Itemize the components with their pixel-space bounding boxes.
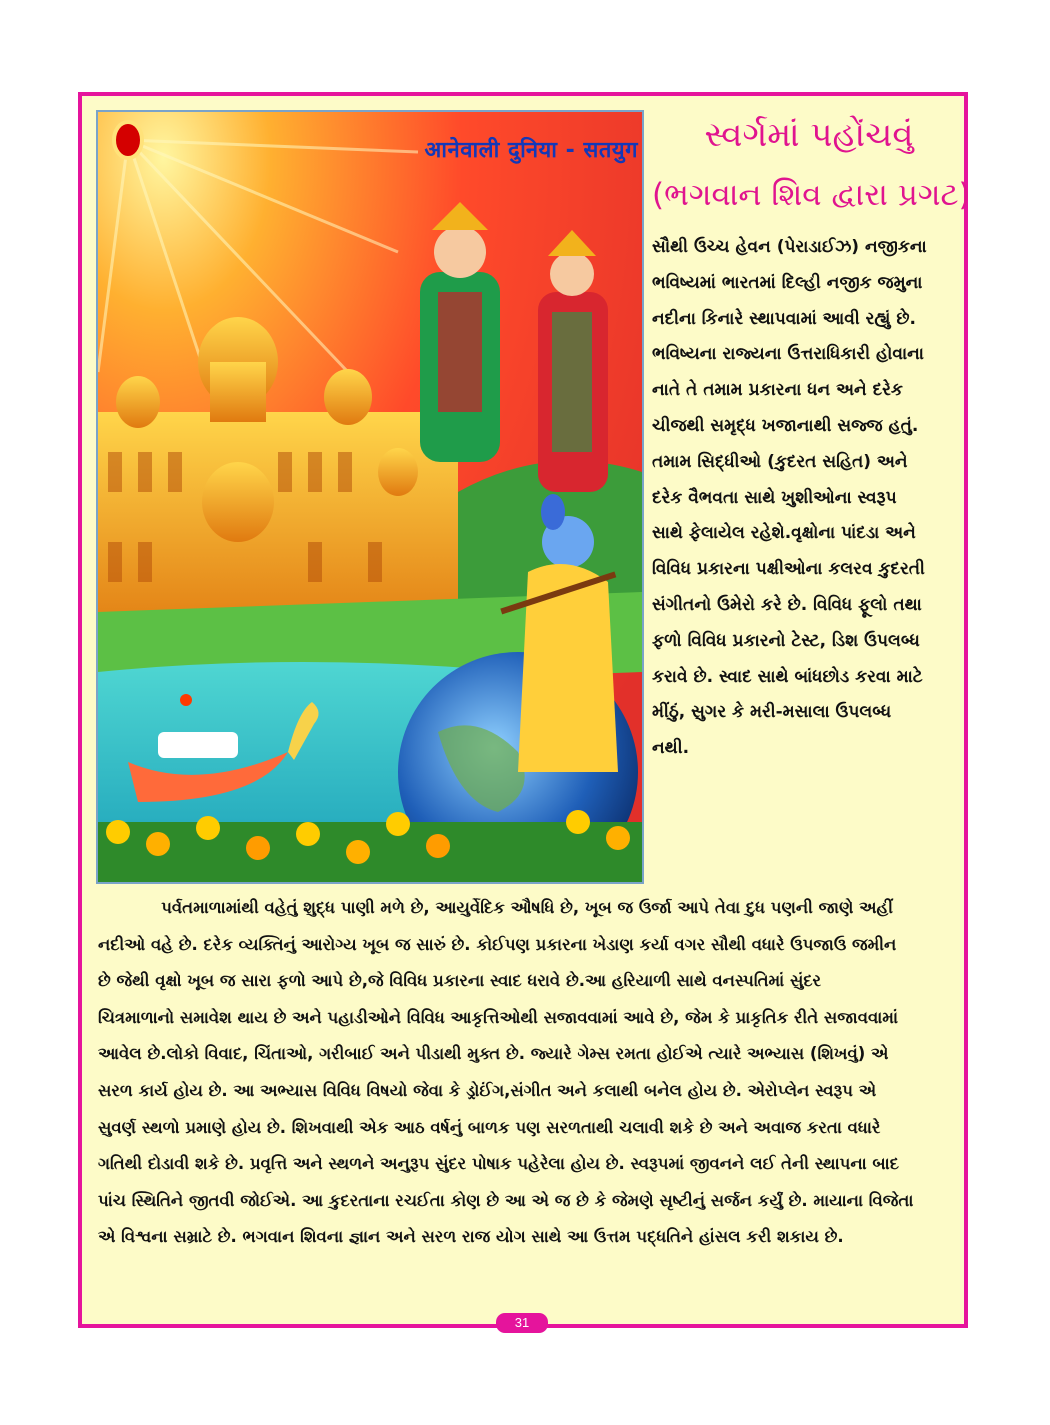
body-line: નદીઓ વહે છે. દરેક વ્યક્તિનું આરોગ્ય ખૂબ જ સારું છે. કોઈપણ પ્રકારના ખેડાણ કર્યા વગર સૌથી વધારે ઉપજાઉ જમીન (98, 934, 897, 954)
side-line: નાતે તે તમામ પ્રકારના ધન અને દરેક (652, 380, 903, 401)
side-line: કરાવે છે. સ્વાદ સાથે બાંધછોડ કરવા માટે (652, 666, 923, 687)
illustration-art (98, 112, 642, 882)
side-line: દરેક વૈભવતા સાથે ખુશીઓના સ્વરૂપ (652, 487, 897, 508)
body-line: પાંચ સ્થિતિને જીતવી જોઈએ. આ કુદરતાના રચઈતા કોણ છે આ એ જ છે કે જેમણે સૃષ્ટીનું સર્જન કર્યું છે. માયાના વિજેતા (98, 1190, 914, 1210)
page-number: 31 (496, 1313, 548, 1333)
side-line: ભવિષ્યમાં ભારતમાં દિલ્હી નજીક જમુના (652, 272, 923, 293)
side-line: સાથે ફેલાયેલ રહેશે.વૃક્ષોના પાંદડા અને (652, 523, 916, 544)
illustration-image (96, 110, 644, 884)
side-line: સૌથી ઉચ્ચ હેવન (પેરાડાઈઝ) નજીકના (652, 237, 927, 257)
side-line: નદીના કિનારે સ્થાપવામાં આવી રહ્યું છે. (652, 308, 916, 329)
body-line: સરળ કાર્ય હોય છે. આ અભ્યાસ વિવિધ વિષયો જેવા કે ડ્રોઈંગ,સંગીત અને કલાથી બનેલ હોય છે. એરોપ્લેન સ્વરૂપ એ (98, 1080, 877, 1100)
side-line: તમામ સિદ્ધીઓ (કુદરત સહિત) અને (652, 451, 908, 472)
side-line: ચીજથી સમૃદ્ધ ખજાનાથી સજ્જ હતું. (652, 415, 919, 436)
page-subtitle: (ભગવાન શિવ દ્વારા પ્રગટ) (652, 177, 971, 213)
body-line: છે જેથી વૃક્ષો ખૂબ જ સારા ફળો આપે છે,જે વિવિધ પ્રકારના સ્વાદ ધરાવે છે.આ હરિયાળી સાથે વનસ્પતિમાં સુંદર (98, 971, 822, 991)
body-line: આવેલ છે.લોકો વિવાદ, ચિંતાઓ, ગરીબાઈ અને પીડાથી મુક્ત છે. જ્યારે ગેમ્સ રમતા હોઈએ ત્યારે અભ્યાસ (શિખવું) એ (98, 1044, 889, 1064)
side-line: ફળો વિવિધ પ્રકારનો ટેસ્ટ, ડિશ ઉપલબ્ધ (652, 630, 920, 651)
body-line: એ વિશ્વના સમ્રાટે છે. ભગવાન શિવના જ્ઞાન અને સરળ રાજ યોગ સાથે આ ઉત્તમ પદ્ધતિને હાંસલ કરી શકાય છે. (98, 1227, 844, 1247)
shiva-light-icon (114, 122, 142, 158)
body-line: સુવર્ણ સ્થળો પ્રમાણે હોય છે. શિખવાથી એક આઠ વર્ષનું બાળક પણ સરળતાથી ચલાવી શકે છે અને અવાજ કરતા વધારે (98, 1117, 881, 1137)
side-line: નથી. (652, 738, 690, 759)
body-line: પર્વતમાળામાંથી વહેતું શુદ્ધ પાણી મળે છે, આયુર્વેદિક ઔષધિ છે, ખૂબ જ ઉર્જા આપે તેવા દુધ પણની જાણે અહીં (98, 898, 893, 917)
side-line: સંગીતનો ઉમેરો કરે છે. વિવિધ ફૂલો તથા (652, 594, 922, 615)
side-line: ભવિષ્યના રાજ્યના ઉત્તરાધિકારી હોવાના (652, 344, 924, 365)
body-line: ગતિથી દોડાવી શકે છે. પ્રવૃત્તિ અને સ્થળને અનુરૂપ સુંદર પોષાક પહેરેલા હોય છે. સ્વરૂપમાં જીવનને લઈ તેની સ્થાપના બાદ (98, 1154, 899, 1174)
page-title: સ્વર્ગમાં પહોંચવું (704, 115, 914, 155)
body-paragraph (98, 890, 964, 1256)
side-paragraph (652, 230, 958, 767)
body-line: ચિત્રમાળાનો સમાવેશ થાય છે અને પહાડીઓને વિવિધ આકૃત્તિઓથી સજાવવામાં આવે છે, જેમ કે પ્રાકૃતિક રીતે સજાવવામાં (98, 1007, 898, 1027)
side-line: વિવિધ પ્રકારના પક્ષીઓના કલરવ કુદરતી (652, 559, 925, 580)
picture-caption: आनेवाली दुनिया - सतयुग (424, 138, 638, 163)
side-line: મીંઠું, સુગર કે મરી-મસાલા ઉપલબ્ધ (652, 702, 892, 723)
